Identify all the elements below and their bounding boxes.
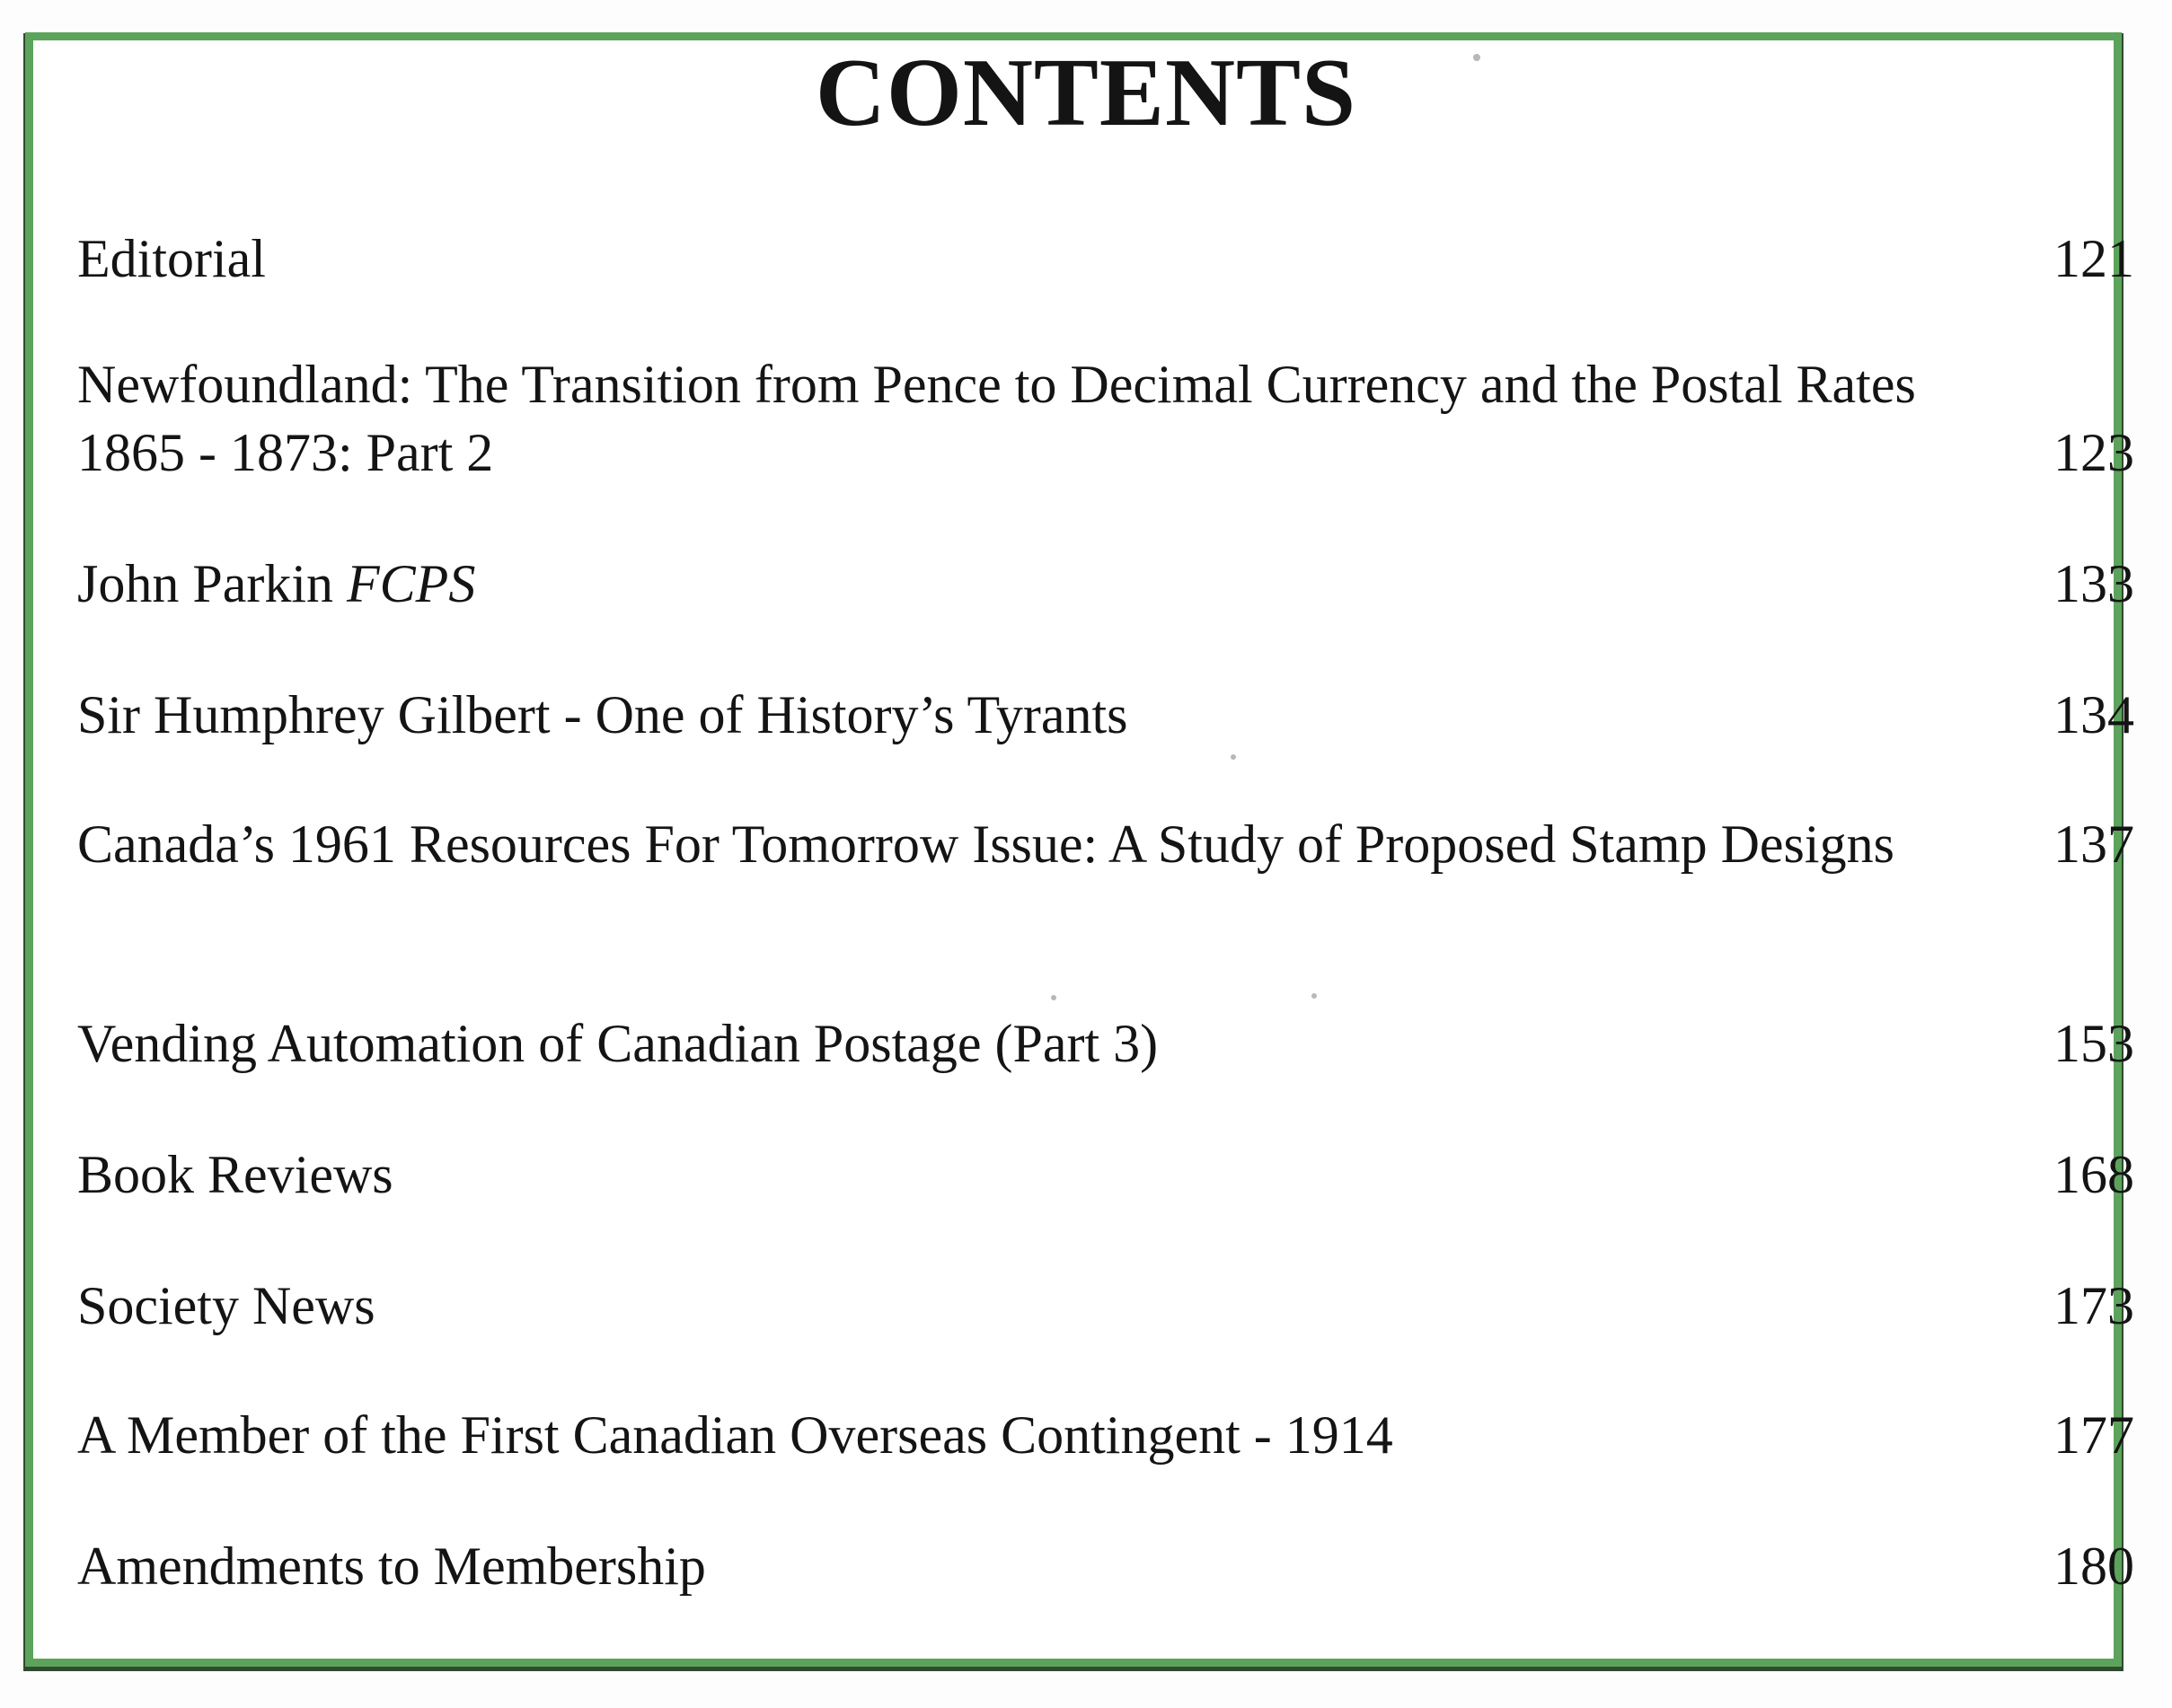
toc-entry[interactable]	[77, 350, 2134, 487]
toc-entry[interactable]	[77, 810, 2134, 878]
toc-entry-page: 137	[2053, 814, 2134, 874]
toc-entry-page: 168	[2053, 1145, 2134, 1204]
toc-entry[interactable]	[77, 225, 2134, 293]
toc-entry[interactable]	[77, 681, 2134, 749]
toc-entry-title: Sir Humphrey Gilbert - One of History’s Tyrants	[77, 685, 1128, 744]
toc-entry-title: Society News	[77, 1276, 375, 1335]
toc-entry-title: John Parkin FCPS	[77, 554, 476, 613]
toc-entry[interactable]	[77, 550, 2134, 618]
toc-entry[interactable]	[77, 1272, 2134, 1340]
toc-entry-title: Book Reviews	[77, 1145, 393, 1204]
scan-speck	[1231, 754, 1236, 760]
toc-entry-title: Newfoundland: The Transition from Pence to Decimal Currency and the Postal Rates 1865 - 1873: Part 2	[77, 355, 1916, 482]
toc-entry[interactable]	[77, 1401, 2134, 1469]
scan-speck	[1051, 995, 1056, 1000]
scan-speck	[1473, 54, 1480, 61]
toc-entry[interactable]	[77, 1532, 2134, 1600]
page-title: CONTENTS	[815, 40, 1357, 146]
toc-entry-title: Amendments to Membership	[77, 1536, 706, 1596]
toc-entry-page: 173	[2053, 1276, 2134, 1335]
toc-entry-page: 177	[2053, 1405, 2134, 1465]
toc-entry-title: Vending Automation of Canadian Postage (Part 3)	[77, 1014, 1159, 1073]
toc-entry-page: 134	[2053, 685, 2134, 744]
toc-entry[interactable]	[77, 1140, 2134, 1209]
toc-entry-page: 180	[2053, 1536, 2134, 1596]
toc-entry-page: 123	[2053, 423, 2134, 482]
toc-entry-title: Canada’s 1961 Resources For Tomorrow Issue: A Study of Proposed Stamp Designs	[77, 814, 1894, 874]
toc-entry-page: 153	[2053, 1014, 2134, 1073]
toc-entry-page: 133	[2053, 554, 2134, 613]
toc-entry-title: A Member of the First Canadian Overseas Contingent - 1914	[77, 1405, 1393, 1465]
toc-entry[interactable]	[77, 1009, 2134, 1078]
toc-entry-title: Editorial	[77, 229, 266, 288]
toc-entry-page: 121	[2053, 229, 2134, 288]
scan-speck	[1311, 993, 1317, 999]
